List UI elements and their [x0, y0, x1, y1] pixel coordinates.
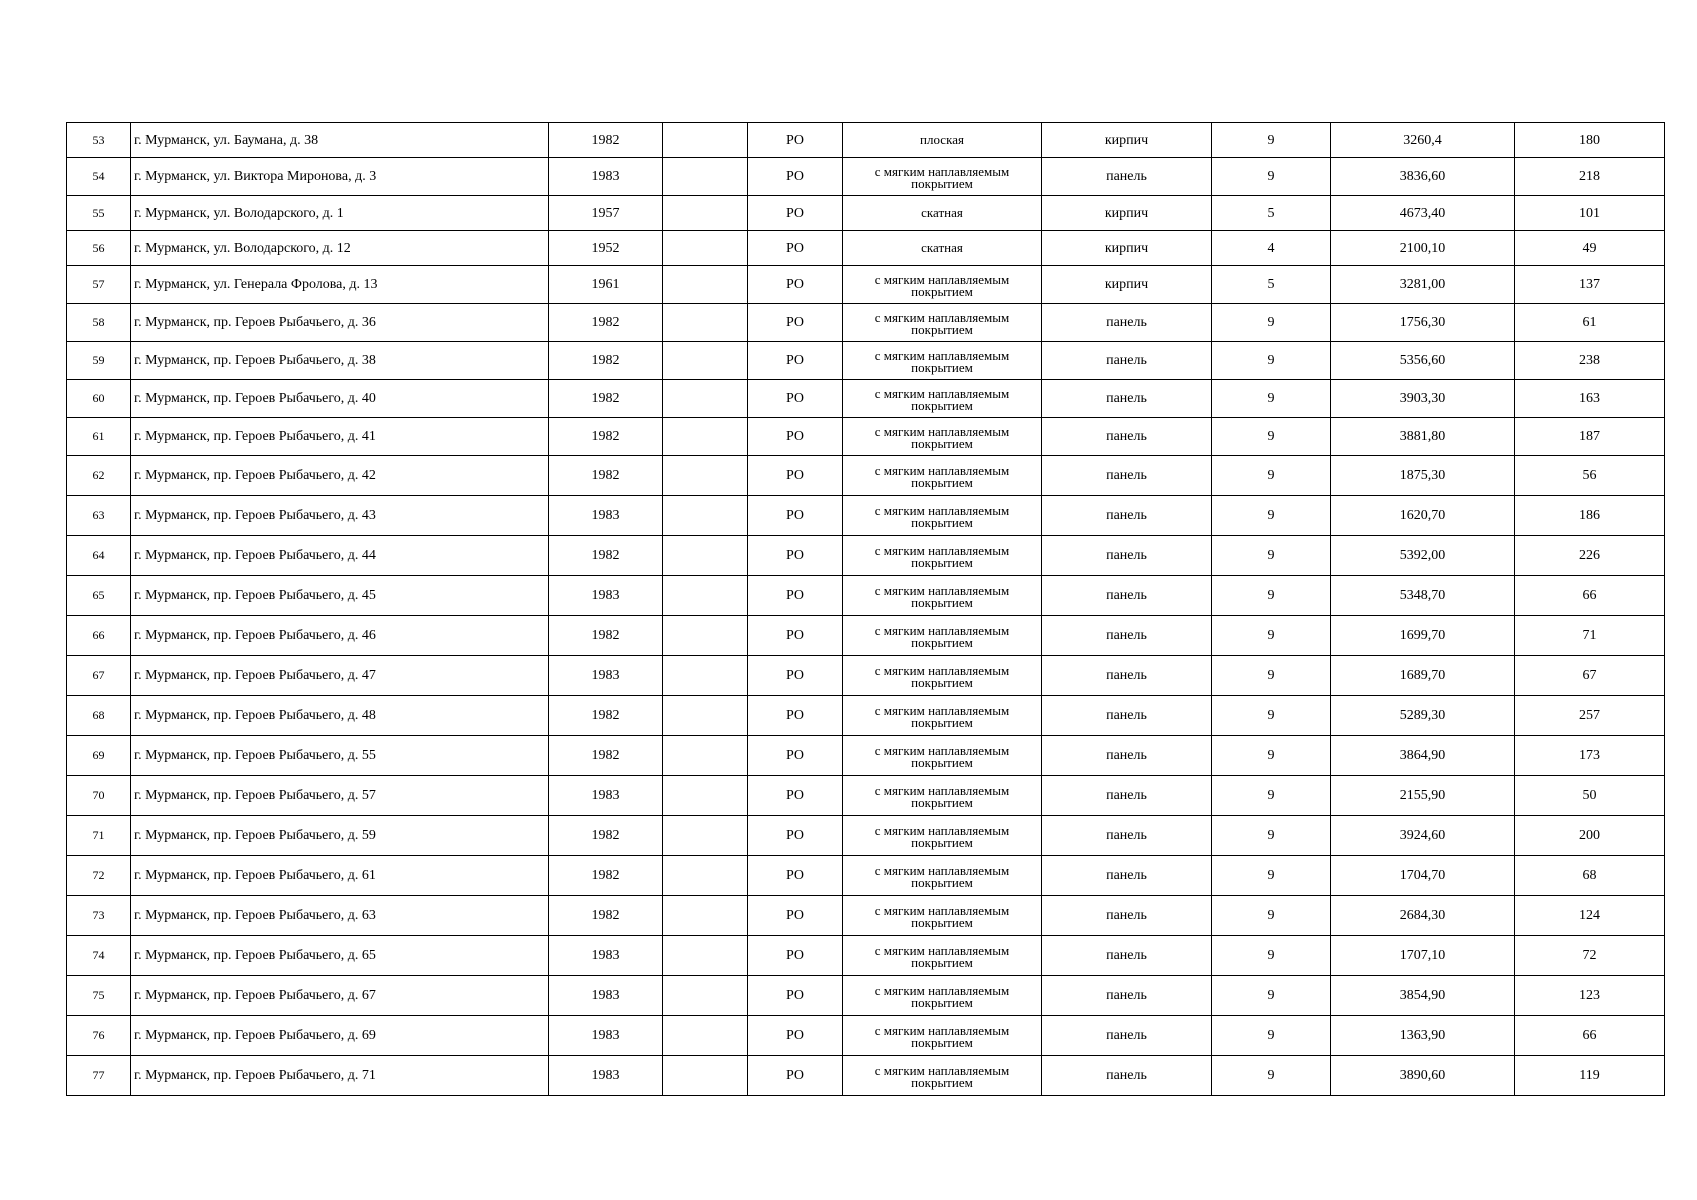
address-cell: г. Мурманск, пр. Героев Рыбачьего, д. 45 — [131, 576, 549, 616]
floors-cell: 9 — [1212, 496, 1331, 536]
year-cell: 1982 — [549, 696, 663, 736]
wall-material-cell: панель — [1042, 342, 1212, 380]
empty-cell — [663, 380, 748, 418]
wall-material-cell: панель — [1042, 456, 1212, 496]
wall-material-cell: панель — [1042, 536, 1212, 576]
table-row — [67, 856, 1665, 896]
address-cell: г. Мурманск, пр. Героев Рыбачьего, д. 55 — [131, 736, 549, 776]
wall-material-cell: панель — [1042, 496, 1212, 536]
address-cell: г. Мурманск, пр. Героев Рыбачьего, д. 69 — [131, 1016, 549, 1056]
residents-cell: 123 — [1515, 976, 1665, 1016]
housing-table — [66, 122, 1665, 1096]
management-cell: РО — [748, 1056, 843, 1096]
wall-material-cell: панель — [1042, 896, 1212, 936]
residents-cell: 61 — [1515, 304, 1665, 342]
row-number-cell: 74 — [67, 936, 131, 976]
roof-type-cell: с мягким наплавляемым покрытием — [843, 736, 1042, 776]
roof-type-cell: с мягким наплавляемым покрытием — [843, 656, 1042, 696]
floors-cell: 9 — [1212, 816, 1331, 856]
row-number-cell: 56 — [67, 231, 131, 266]
table-row — [67, 123, 1665, 158]
floors-cell: 9 — [1212, 656, 1331, 696]
year-cell: 1957 — [549, 196, 663, 231]
empty-cell — [663, 536, 748, 576]
wall-material-cell: кирпич — [1042, 123, 1212, 158]
wall-material-cell: кирпич — [1042, 196, 1212, 231]
floors-cell: 5 — [1212, 196, 1331, 231]
year-cell: 1983 — [549, 576, 663, 616]
management-cell: РО — [748, 418, 843, 456]
wall-material-cell: панель — [1042, 158, 1212, 196]
roof-type-cell: с мягким наплавляемым покрытием — [843, 456, 1042, 496]
roof-type-cell: с мягким наплавляемым покрытием — [843, 266, 1042, 304]
floors-cell: 9 — [1212, 1016, 1331, 1056]
residents-cell: 66 — [1515, 576, 1665, 616]
residents-cell: 180 — [1515, 123, 1665, 158]
year-cell: 1983 — [549, 1056, 663, 1096]
empty-cell — [663, 736, 748, 776]
empty-cell — [663, 1056, 748, 1096]
wall-material-cell: панель — [1042, 936, 1212, 976]
empty-cell — [663, 304, 748, 342]
floors-cell: 9 — [1212, 736, 1331, 776]
empty-cell — [663, 816, 748, 856]
management-cell: РО — [748, 158, 843, 196]
residents-cell: 71 — [1515, 616, 1665, 656]
table-row — [67, 736, 1665, 776]
row-number-cell: 63 — [67, 496, 131, 536]
empty-cell — [663, 776, 748, 816]
year-cell: 1982 — [549, 616, 663, 656]
row-number-cell: 64 — [67, 536, 131, 576]
floors-cell: 9 — [1212, 536, 1331, 576]
residents-cell: 173 — [1515, 736, 1665, 776]
residents-cell: 56 — [1515, 456, 1665, 496]
table-row — [67, 776, 1665, 816]
row-number-cell: 54 — [67, 158, 131, 196]
row-number-cell: 65 — [67, 576, 131, 616]
address-cell: г. Мурманск, пр. Героев Рыбачьего, д. 57 — [131, 776, 549, 816]
management-cell: РО — [748, 616, 843, 656]
year-cell: 1983 — [549, 1016, 663, 1056]
address-cell: г. Мурманск, пр. Героев Рыбачьего, д. 42 — [131, 456, 549, 496]
address-cell: г. Мурманск, пр. Героев Рыбачьего, д. 36 — [131, 304, 549, 342]
row-number-cell: 60 — [67, 380, 131, 418]
empty-cell — [663, 196, 748, 231]
residents-cell: 226 — [1515, 536, 1665, 576]
address-cell: г. Мурманск, пр. Героев Рыбачьего, д. 41 — [131, 418, 549, 456]
wall-material-cell: панель — [1042, 776, 1212, 816]
year-cell: 1983 — [549, 496, 663, 536]
year-cell: 1982 — [549, 816, 663, 856]
row-number-cell: 53 — [67, 123, 131, 158]
empty-cell — [663, 342, 748, 380]
year-cell: 1982 — [549, 380, 663, 418]
roof-type-cell: с мягким наплавляемым покрытием — [843, 496, 1042, 536]
table-row — [67, 196, 1665, 231]
management-cell: РО — [748, 936, 843, 976]
area-cell: 3924,60 — [1331, 816, 1515, 856]
empty-cell — [663, 656, 748, 696]
row-number-cell: 68 — [67, 696, 131, 736]
wall-material-cell: панель — [1042, 304, 1212, 342]
year-cell: 1983 — [549, 158, 663, 196]
row-number-cell: 66 — [67, 616, 131, 656]
empty-cell — [663, 418, 748, 456]
floors-cell: 9 — [1212, 456, 1331, 496]
residents-cell: 218 — [1515, 158, 1665, 196]
area-cell: 1875,30 — [1331, 456, 1515, 496]
row-number-cell: 58 — [67, 304, 131, 342]
roof-type-cell: с мягким наплавляемым покрытием — [843, 380, 1042, 418]
empty-cell — [663, 976, 748, 1016]
residents-cell: 119 — [1515, 1056, 1665, 1096]
empty-cell — [663, 936, 748, 976]
wall-material-cell: панель — [1042, 418, 1212, 456]
year-cell: 1983 — [549, 776, 663, 816]
wall-material-cell: панель — [1042, 656, 1212, 696]
row-number-cell: 59 — [67, 342, 131, 380]
roof-type-cell: с мягким наплавляемым покрытием — [843, 1056, 1042, 1096]
roof-type-cell: с мягким наплавляемым покрытием — [843, 616, 1042, 656]
floors-cell: 9 — [1212, 123, 1331, 158]
floors-cell: 9 — [1212, 776, 1331, 816]
table-row — [67, 231, 1665, 266]
row-number-cell: 76 — [67, 1016, 131, 1056]
year-cell: 1982 — [549, 418, 663, 456]
roof-type-cell: с мягким наплавляемым покрытием — [843, 856, 1042, 896]
empty-cell — [663, 856, 748, 896]
floors-cell: 9 — [1212, 616, 1331, 656]
row-number-cell: 70 — [67, 776, 131, 816]
roof-type-cell: с мягким наплавляемым покрытием — [843, 418, 1042, 456]
area-cell: 1704,70 — [1331, 856, 1515, 896]
management-cell: РО — [748, 496, 843, 536]
management-cell: РО — [748, 196, 843, 231]
wall-material-cell: кирпич — [1042, 231, 1212, 266]
management-cell: РО — [748, 456, 843, 496]
empty-cell — [663, 123, 748, 158]
address-cell: г. Мурманск, пр. Героев Рыбачьего, д. 46 — [131, 616, 549, 656]
management-cell: РО — [748, 856, 843, 896]
year-cell: 1952 — [549, 231, 663, 266]
table-row — [67, 936, 1665, 976]
empty-cell — [663, 1016, 748, 1056]
year-cell: 1982 — [549, 896, 663, 936]
address-cell: г. Мурманск, пр. Героев Рыбачьего, д. 48 — [131, 696, 549, 736]
row-number-cell: 62 — [67, 456, 131, 496]
address-cell: г. Мурманск, пр. Героев Рыбачьего, д. 47 — [131, 656, 549, 696]
area-cell: 3864,90 — [1331, 736, 1515, 776]
table-row — [67, 576, 1665, 616]
wall-material-cell: кирпич — [1042, 266, 1212, 304]
roof-type-cell: плоская — [843, 123, 1042, 158]
table-row — [67, 342, 1665, 380]
area-cell: 4673,40 — [1331, 196, 1515, 231]
year-cell: 1982 — [549, 342, 663, 380]
year-cell: 1983 — [549, 936, 663, 976]
area-cell: 3881,80 — [1331, 418, 1515, 456]
area-cell: 3281,00 — [1331, 266, 1515, 304]
roof-type-cell: скатная — [843, 196, 1042, 231]
table-row — [67, 380, 1665, 418]
address-cell: г. Мурманск, пр. Героев Рыбачьего, д. 65 — [131, 936, 549, 976]
area-cell: 1707,10 — [1331, 936, 1515, 976]
area-cell: 1620,70 — [1331, 496, 1515, 536]
row-number-cell: 61 — [67, 418, 131, 456]
management-cell: РО — [748, 976, 843, 1016]
floors-cell: 9 — [1212, 1056, 1331, 1096]
empty-cell — [663, 696, 748, 736]
wall-material-cell: панель — [1042, 816, 1212, 856]
address-cell: г. Мурманск, ул. Баумана, д. 38 — [131, 123, 549, 158]
area-cell: 3903,30 — [1331, 380, 1515, 418]
area-cell: 5348,70 — [1331, 576, 1515, 616]
management-cell: РО — [748, 536, 843, 576]
address-cell: г. Мурманск, ул. Генерала Фролова, д. 13 — [131, 266, 549, 304]
floors-cell: 9 — [1212, 976, 1331, 1016]
table-row — [67, 896, 1665, 936]
empty-cell — [663, 266, 748, 304]
table-row — [67, 266, 1665, 304]
residents-cell: 68 — [1515, 856, 1665, 896]
floors-cell: 9 — [1212, 576, 1331, 616]
residents-cell: 257 — [1515, 696, 1665, 736]
management-cell: РО — [748, 266, 843, 304]
residents-cell: 238 — [1515, 342, 1665, 380]
address-cell: г. Мурманск, пр. Героев Рыбачьего, д. 38 — [131, 342, 549, 380]
roof-type-cell: с мягким наплавляемым покрытием — [843, 304, 1042, 342]
address-cell: г. Мурманск, пр. Героев Рыбачьего, д. 44 — [131, 536, 549, 576]
management-cell: РО — [748, 656, 843, 696]
row-number-cell: 55 — [67, 196, 131, 231]
table-row — [67, 816, 1665, 856]
table-row — [67, 1056, 1665, 1096]
address-cell: г. Мурманск, пр. Героев Рыбачьего, д. 40 — [131, 380, 549, 418]
residents-cell: 137 — [1515, 266, 1665, 304]
address-cell: г. Мурманск, пр. Героев Рыбачьего, д. 71 — [131, 1056, 549, 1096]
residents-cell: 72 — [1515, 936, 1665, 976]
year-cell: 1983 — [549, 656, 663, 696]
year-cell: 1982 — [549, 123, 663, 158]
wall-material-cell: панель — [1042, 1056, 1212, 1096]
table-row — [67, 1016, 1665, 1056]
roof-type-cell: с мягким наплавляемым покрытием — [843, 158, 1042, 196]
roof-type-cell: с мягким наплавляемым покрытием — [843, 536, 1042, 576]
area-cell: 5356,60 — [1331, 342, 1515, 380]
address-cell: г. Мурманск, пр. Героев Рыбачьего, д. 43 — [131, 496, 549, 536]
year-cell: 1982 — [549, 736, 663, 776]
residents-cell: 49 — [1515, 231, 1665, 266]
address-cell: г. Мурманск, ул. Володарского, д. 1 — [131, 196, 549, 231]
wall-material-cell: панель — [1042, 976, 1212, 1016]
roof-type-cell: с мягким наплавляемым покрытием — [843, 936, 1042, 976]
wall-material-cell: панель — [1042, 736, 1212, 776]
floors-cell: 9 — [1212, 418, 1331, 456]
residents-cell: 200 — [1515, 816, 1665, 856]
address-cell: г. Мурманск, пр. Героев Рыбачьего, д. 63 — [131, 896, 549, 936]
residents-cell: 66 — [1515, 1016, 1665, 1056]
address-cell: г. Мурманск, пр. Героев Рыбачьего, д. 67 — [131, 976, 549, 1016]
area-cell: 3260,4 — [1331, 123, 1515, 158]
empty-cell — [663, 231, 748, 266]
table-row — [67, 696, 1665, 736]
area-cell: 5289,30 — [1331, 696, 1515, 736]
management-cell: РО — [748, 816, 843, 856]
wall-material-cell: панель — [1042, 696, 1212, 736]
row-number-cell: 57 — [67, 266, 131, 304]
roof-type-cell: с мягким наплавляемым покрытием — [843, 896, 1042, 936]
address-cell: г. Мурманск, ул. Володарского, д. 12 — [131, 231, 549, 266]
area-cell: 3854,90 — [1331, 976, 1515, 1016]
row-number-cell: 73 — [67, 896, 131, 936]
management-cell: РО — [748, 304, 843, 342]
management-cell: РО — [748, 896, 843, 936]
table-row — [67, 496, 1665, 536]
floors-cell: 4 — [1212, 231, 1331, 266]
area-cell: 1689,70 — [1331, 656, 1515, 696]
address-cell: г. Мурманск, пр. Героев Рыбачьего, д. 61 — [131, 856, 549, 896]
row-number-cell: 69 — [67, 736, 131, 776]
floors-cell: 9 — [1212, 936, 1331, 976]
empty-cell — [663, 576, 748, 616]
row-number-cell: 71 — [67, 816, 131, 856]
table-row — [67, 418, 1665, 456]
residents-cell: 124 — [1515, 896, 1665, 936]
empty-cell — [663, 616, 748, 656]
empty-cell — [663, 158, 748, 196]
area-cell: 1756,30 — [1331, 304, 1515, 342]
floors-cell: 9 — [1212, 304, 1331, 342]
table-row — [67, 616, 1665, 656]
roof-type-cell: скатная — [843, 231, 1042, 266]
residents-cell: 163 — [1515, 380, 1665, 418]
table-row — [67, 656, 1665, 696]
table-row — [67, 158, 1665, 196]
year-cell: 1961 — [549, 266, 663, 304]
residents-cell: 50 — [1515, 776, 1665, 816]
row-number-cell: 67 — [67, 656, 131, 696]
management-cell: РО — [748, 123, 843, 158]
floors-cell: 5 — [1212, 266, 1331, 304]
management-cell: РО — [748, 776, 843, 816]
floors-cell: 9 — [1212, 342, 1331, 380]
year-cell: 1982 — [549, 856, 663, 896]
area-cell: 5392,00 — [1331, 536, 1515, 576]
residents-cell: 187 — [1515, 418, 1665, 456]
empty-cell — [663, 896, 748, 936]
floors-cell: 9 — [1212, 696, 1331, 736]
row-number-cell: 72 — [67, 856, 131, 896]
empty-cell — [663, 456, 748, 496]
row-number-cell: 77 — [67, 1056, 131, 1096]
roof-type-cell: с мягким наплавляемым покрытием — [843, 976, 1042, 1016]
year-cell: 1982 — [549, 456, 663, 496]
area-cell: 3890,60 — [1331, 1056, 1515, 1096]
residents-cell: 67 — [1515, 656, 1665, 696]
year-cell: 1982 — [549, 536, 663, 576]
area-cell: 1363,90 — [1331, 1016, 1515, 1056]
row-number-cell: 75 — [67, 976, 131, 1016]
management-cell: РО — [748, 736, 843, 776]
table-row — [67, 536, 1665, 576]
area-cell: 2684,30 — [1331, 896, 1515, 936]
floors-cell: 9 — [1212, 380, 1331, 418]
roof-type-cell: с мягким наплавляемым покрытием — [843, 696, 1042, 736]
empty-cell — [663, 496, 748, 536]
table-body — [67, 123, 1665, 1096]
management-cell: РО — [748, 231, 843, 266]
area-cell: 3836,60 — [1331, 158, 1515, 196]
management-cell: РО — [748, 696, 843, 736]
address-cell: г. Мурманск, ул. Виктора Миронова, д. 3 — [131, 158, 549, 196]
floors-cell: 9 — [1212, 856, 1331, 896]
table-row — [67, 976, 1665, 1016]
wall-material-cell: панель — [1042, 576, 1212, 616]
area-cell: 2155,90 — [1331, 776, 1515, 816]
management-cell: РО — [748, 1016, 843, 1056]
roof-type-cell: с мягким наплавляемым покрытием — [843, 776, 1042, 816]
table-row — [67, 456, 1665, 496]
roof-type-cell: с мягким наплавляемым покрытием — [843, 1016, 1042, 1056]
wall-material-cell: панель — [1042, 1016, 1212, 1056]
wall-material-cell: панель — [1042, 380, 1212, 418]
table-row — [67, 304, 1665, 342]
roof-type-cell: с мягким наплавляемым покрытием — [843, 816, 1042, 856]
management-cell: РО — [748, 380, 843, 418]
wall-material-cell: панель — [1042, 856, 1212, 896]
roof-type-cell: с мягким наплавляемым покрытием — [843, 576, 1042, 616]
year-cell: 1982 — [549, 304, 663, 342]
area-cell: 1699,70 — [1331, 616, 1515, 656]
wall-material-cell: панель — [1042, 616, 1212, 656]
year-cell: 1983 — [549, 976, 663, 1016]
roof-type-cell: с мягким наплавляемым покрытием — [843, 342, 1042, 380]
floors-cell: 9 — [1212, 896, 1331, 936]
management-cell: РО — [748, 342, 843, 380]
floors-cell: 9 — [1212, 158, 1331, 196]
management-cell: РО — [748, 576, 843, 616]
residents-cell: 101 — [1515, 196, 1665, 231]
address-cell: г. Мурманск, пр. Героев Рыбачьего, д. 59 — [131, 816, 549, 856]
area-cell: 2100,10 — [1331, 231, 1515, 266]
residents-cell: 186 — [1515, 496, 1665, 536]
